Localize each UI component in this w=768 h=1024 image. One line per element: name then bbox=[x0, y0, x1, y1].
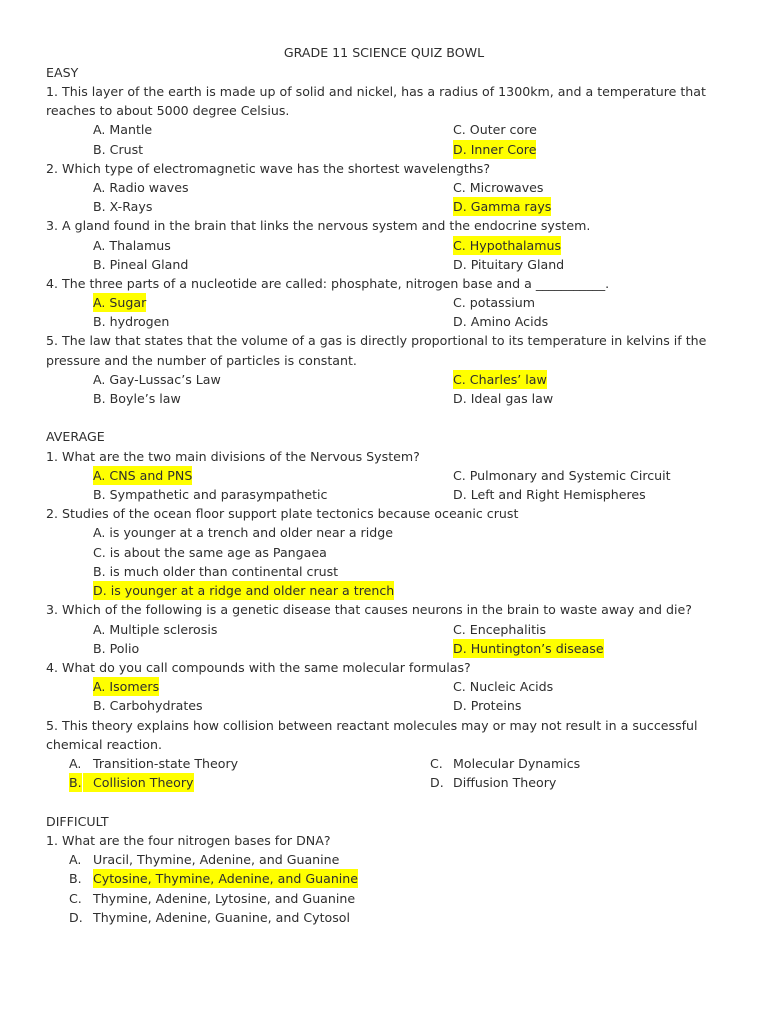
choices-row bbox=[0, 236, 768, 255]
average-q4-choice-a-answer: A. Isomers bbox=[93, 679, 160, 694]
easy-q2-text: 2. Which type of electromagnetic wave has the shortest wavelengths? bbox=[46, 161, 491, 176]
easy-q1-choice-d-answer: D. Inner Core bbox=[453, 142, 537, 157]
average-q2-choice-3: B. is much older than continental crust bbox=[93, 564, 339, 579]
title-line bbox=[0, 43, 768, 62]
easy-q4-choice-c: C. potassium bbox=[453, 295, 536, 310]
average-q3-choice-b: B. Polio bbox=[93, 641, 140, 656]
average-q1-choice-a-answer: A. CNS and PNS bbox=[93, 468, 193, 483]
question-line bbox=[0, 274, 768, 293]
easy-q4-text: 4. The three parts of a nucleotide are called: phosphate, nitrogen base and a ___________. bbox=[46, 276, 610, 291]
easy-q1-choice-b: B. Crust bbox=[93, 142, 144, 157]
average-q3-text: 3. Which of the following is a genetic disease that causes neurons in the brain to waste away and die? bbox=[46, 602, 692, 617]
average-q5-text: 5. This theory explains how collision between reactant molecules may or may not result in a successful bbox=[46, 718, 698, 733]
average-q5-choice-a: Transition-state Theory bbox=[93, 756, 239, 771]
easy-q1-text-cont: reaches to about 5000 degree Celsius. bbox=[46, 103, 290, 118]
average-q1-choice-d: D. Left and Right Hemispheres bbox=[453, 487, 646, 502]
easy-q5-choice-a: A. Gay-Lussac’s Law bbox=[93, 372, 221, 387]
average-q2-choice-1: A. is younger at a trench and older near a ridge bbox=[93, 525, 393, 540]
choices-row bbox=[0, 140, 768, 159]
choice-line bbox=[0, 889, 768, 908]
choices-row bbox=[0, 312, 768, 331]
choices-row bbox=[0, 677, 768, 696]
easy-q2-choice-c: C. Microwaves bbox=[453, 180, 544, 195]
easy-q1-text: 1. This layer of the earth is made up of solid and nickel, has a radius of 1300km, and a temperature that bbox=[46, 84, 706, 99]
average-q1-choice-b: B. Sympathetic and parasympathetic bbox=[93, 487, 328, 502]
average-heading: AVERAGE bbox=[46, 429, 105, 444]
difficult-q1-choice-b-answer: Cytosine, Thymine, Adenine, and Guanine bbox=[93, 871, 359, 886]
easy-q2-choice-d-answer: D. Gamma rays bbox=[453, 199, 552, 214]
section-heading-line bbox=[0, 63, 768, 82]
question-line bbox=[0, 735, 768, 754]
average-q4-choice-d: D. Proteins bbox=[453, 698, 522, 713]
difficult-q1-choice-c: Thymine, Adenine, Lytosine, and Guanine bbox=[93, 891, 356, 906]
easy-q5-choice-d: D. Ideal gas law bbox=[453, 391, 554, 406]
question-line bbox=[0, 716, 768, 735]
question-line bbox=[0, 82, 768, 101]
average-q4-text: 4. What do you call compounds with the same molecular formulas? bbox=[46, 660, 471, 675]
average-q3-choice-c: C. Encephalitis bbox=[453, 622, 547, 637]
average-q5-text-cont: chemical reaction. bbox=[46, 737, 162, 752]
question-line bbox=[0, 331, 768, 350]
average-q3-choice-d-answer: D. Huntington’s disease bbox=[453, 641, 604, 656]
easy-q5-text: 5. The law that states that the volume of a gas is directly proportional to its temperature in kelvins if the bbox=[46, 333, 707, 348]
easy-q3-choice-b: B. Pineal Gland bbox=[93, 257, 189, 272]
easy-q4-choice-a-answer: A. Sugar bbox=[93, 295, 147, 310]
easy-q4-choice-b: B. hydrogen bbox=[93, 314, 170, 329]
average-q5-marker-c: C. bbox=[430, 756, 443, 771]
difficult-q1-choice-d: Thymine, Adenine, Guanine, and Cytosol bbox=[93, 910, 351, 925]
average-q5-choice-b-answer: Collision Theory bbox=[83, 773, 194, 792]
choices-row bbox=[0, 773, 768, 792]
easy-q3-choice-c-answer: C. Hypothalamus bbox=[453, 238, 562, 253]
average-q1-text: 1. What are the two main divisions of the Nervous System? bbox=[46, 449, 420, 464]
question-line bbox=[0, 447, 768, 466]
choice-line bbox=[0, 869, 768, 888]
average-q5-marker-b-answer: B. bbox=[69, 775, 82, 790]
choices-row bbox=[0, 120, 768, 139]
difficult-q1-marker-d: D. bbox=[69, 910, 83, 925]
question-line bbox=[0, 159, 768, 178]
easy-q5-text-cont: pressure and the number of particles is constant. bbox=[46, 353, 357, 368]
choice-line bbox=[0, 581, 768, 600]
easy-heading: EASY bbox=[46, 65, 79, 80]
easy-q1-choice-a: A. Mantle bbox=[93, 122, 153, 137]
choice-line bbox=[0, 543, 768, 562]
choice-line bbox=[0, 523, 768, 542]
difficult-q1-marker-a: A. bbox=[69, 852, 82, 867]
average-q2-choice-4-answer: D. is younger at a ridge and older near a trench bbox=[93, 583, 395, 598]
average-q4-choice-c: C. Nucleic Acids bbox=[453, 679, 554, 694]
question-line bbox=[0, 101, 768, 120]
document-title: GRADE 11 SCIENCE QUIZ BOWL bbox=[283, 45, 485, 60]
easy-q4-choice-d: D. Amino Acids bbox=[453, 314, 549, 329]
choices-row bbox=[0, 485, 768, 504]
choice-line bbox=[0, 908, 768, 927]
choices-row bbox=[0, 754, 768, 773]
choices-row bbox=[0, 293, 768, 312]
average-q5-choice-d: Diffusion Theory bbox=[453, 775, 557, 790]
choices-row bbox=[0, 255, 768, 274]
difficult-q1-text: 1. What are the four nitrogen bases for DNA? bbox=[46, 833, 331, 848]
easy-q2-choice-b: B. X-Rays bbox=[93, 199, 153, 214]
average-q2-text: 2. Studies of the ocean floor support plate tectonics because oceanic crust bbox=[46, 506, 519, 521]
choices-row bbox=[0, 197, 768, 216]
section-heading-line bbox=[0, 427, 768, 446]
choices-row bbox=[0, 370, 768, 389]
easy-q5-choice-b: B. Boyle’s law bbox=[93, 391, 181, 406]
question-line bbox=[0, 351, 768, 370]
choice-line bbox=[0, 562, 768, 581]
easy-q2-choice-a: A. Radio waves bbox=[93, 180, 189, 195]
average-q1-choice-c: C. Pulmonary and Systemic Circuit bbox=[453, 468, 671, 483]
question-line bbox=[0, 216, 768, 235]
difficult-q1-marker-b: B. bbox=[69, 871, 82, 886]
easy-q1-choice-c: C. Outer core bbox=[453, 122, 537, 137]
question-line bbox=[0, 658, 768, 677]
choice-line bbox=[0, 850, 768, 869]
average-q2-choice-2: C. is about the same age as Pangaea bbox=[93, 545, 327, 560]
question-line bbox=[0, 600, 768, 619]
choices-row bbox=[0, 466, 768, 485]
easy-q3-choice-d: D. Pituitary Gland bbox=[453, 257, 565, 272]
average-q5-marker-d: D. bbox=[430, 775, 444, 790]
average-q5-choice-c: Molecular Dynamics bbox=[453, 756, 581, 771]
question-line bbox=[0, 504, 768, 523]
difficult-heading: DIFFICULT bbox=[46, 814, 109, 829]
choices-row bbox=[0, 178, 768, 197]
easy-q3-text: 3. A gland found in the brain that links the nervous system and the endocrine system. bbox=[46, 218, 591, 233]
difficult-q1-choice-a: Uracil, Thymine, Adenine, and Guanine bbox=[93, 852, 340, 867]
easy-q5-choice-c-answer: C. Charles’ law bbox=[453, 372, 547, 387]
section-heading-line bbox=[0, 812, 768, 831]
choices-row bbox=[0, 389, 768, 408]
choices-row bbox=[0, 696, 768, 715]
average-q5-marker-a: A. bbox=[69, 756, 82, 771]
choices-row bbox=[0, 620, 768, 639]
easy-q3-choice-a: A. Thalamus bbox=[93, 238, 171, 253]
difficult-q1-marker-c: C. bbox=[69, 891, 82, 906]
average-q4-choice-b: B. Carbohydrates bbox=[93, 698, 203, 713]
question-line bbox=[0, 831, 768, 850]
choices-row bbox=[0, 639, 768, 658]
average-q3-choice-a: A. Multiple sclerosis bbox=[93, 622, 218, 637]
